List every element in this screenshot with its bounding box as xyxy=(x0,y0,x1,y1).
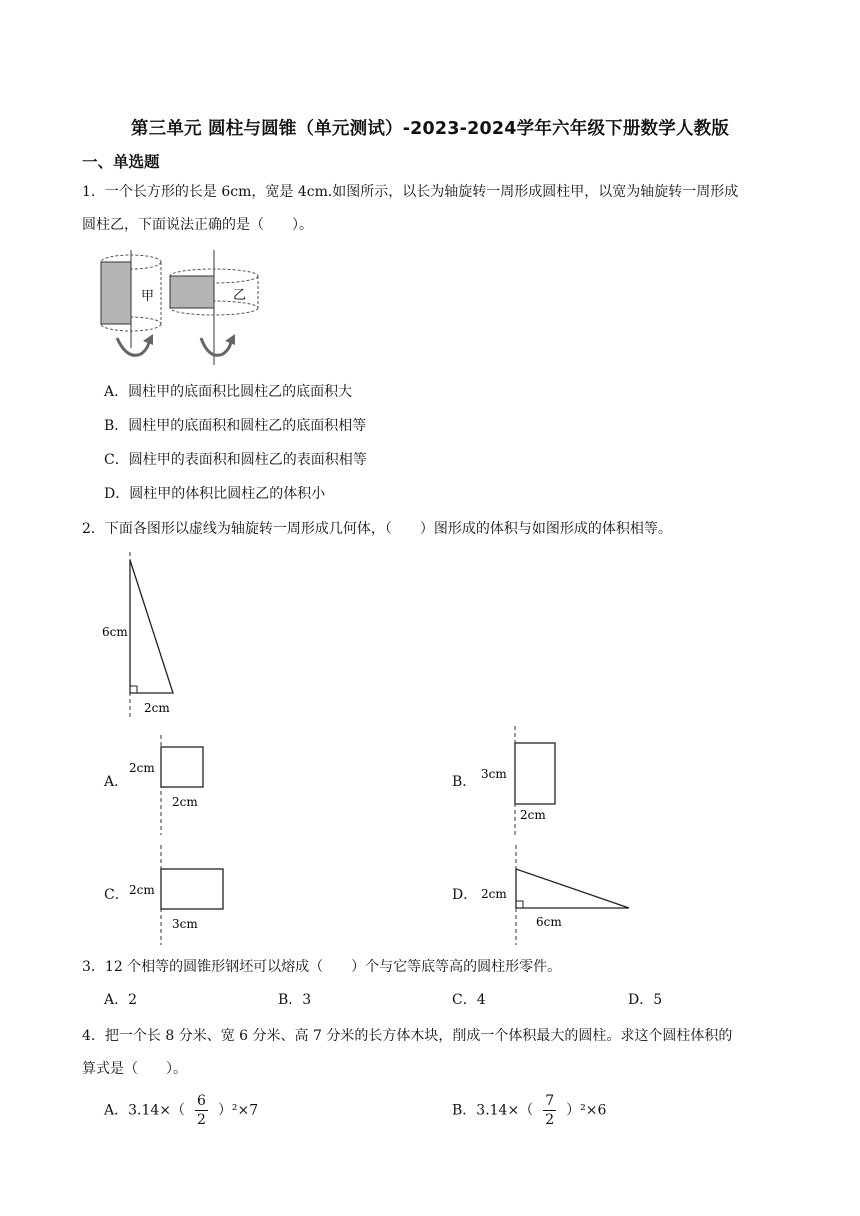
square-shape xyxy=(161,747,203,787)
rectangle-a xyxy=(101,262,131,324)
q3-option-d[interactable]: D．5 xyxy=(628,992,663,1008)
fraction-denominator: 2 xyxy=(197,1112,206,1128)
question-1-line2: 圆柱乙，下面说法正确的是（ ）。 xyxy=(82,217,313,233)
q4-option-b-fraction xyxy=(543,1092,556,1129)
fraction-denominator: 2 xyxy=(545,1112,555,1128)
question-1-line1: 1．一个长方形的长是 6cm，宽是 4cm.如图所示，以长为轴旋转一周形成圆柱甲，以宽为轴旋转一周形成 xyxy=(82,184,739,200)
section-heading: 一、单选题 xyxy=(82,153,160,171)
triangle-base-label: 2cm xyxy=(144,701,170,715)
option-b-bottom-label: 2cm xyxy=(520,808,546,822)
q4-option-a-fraction xyxy=(195,1092,208,1129)
q2-option-c-label[interactable]: C． xyxy=(104,887,129,903)
label-yi: 乙 xyxy=(233,288,247,303)
option-a-left-label: 2cm xyxy=(129,761,155,775)
q1-option-a[interactable]: A．圆柱甲的底面积比圆柱乙的底面积大 xyxy=(104,384,353,400)
question-3 xyxy=(82,951,812,984)
q4-option-a-prefix: A．3.14×（ xyxy=(104,1102,186,1119)
question-1 xyxy=(82,176,812,242)
option-d-left-label: 2cm xyxy=(481,887,507,901)
q2-option-a-figure[interactable] xyxy=(128,735,218,835)
page-title: 第三单元 圆柱与圆锥（单元测试）-2023-2024学年六年级下册数学人教版 xyxy=(130,119,730,139)
label-jia: 甲 xyxy=(141,289,155,304)
option-a-bottom-label: 2cm xyxy=(172,795,198,809)
wide-rectangle-shape xyxy=(161,869,223,909)
question-4-line2: 算式是（ ）。 xyxy=(82,1061,187,1077)
option-c-left-label: 2cm xyxy=(129,883,155,897)
fraction-numerator: 6 xyxy=(197,1093,206,1109)
question-4-line1: 4．把一个长 8 分米、宽 6 分米、高 7 分米的长方体木块，削成一个体积最大的圆柱。求这个圆柱体积的 xyxy=(82,1028,733,1044)
q4-option-b[interactable] xyxy=(452,1092,606,1129)
fraction-numerator: 7 xyxy=(545,1093,555,1109)
q4-option-a-suffix: ）²×7 xyxy=(217,1102,259,1119)
question-3-line1: 3．12 个相等的圆锥形钢坯可以熔成（ ）个与它等底等高的圆柱形零件。 xyxy=(82,959,562,975)
question-4 xyxy=(82,1020,812,1086)
question-2 xyxy=(82,513,812,546)
cylinder-rotation-figure xyxy=(97,248,262,365)
q3-option-b[interactable]: B．3 xyxy=(278,992,312,1008)
question-2-line1: 2．下面各图形以虚线为轴旋转一周形成几何体，（ ）图形成的体积与如图形成的体积相等。 xyxy=(82,521,672,537)
option-c-bottom-label: 3cm xyxy=(172,917,198,931)
q2-option-c-figure[interactable] xyxy=(128,845,228,945)
option-b-left-label: 3cm xyxy=(481,767,507,781)
right-triangle xyxy=(130,560,173,693)
q1-option-d[interactable]: D．圆柱甲的体积比圆柱乙的体积小 xyxy=(104,486,326,502)
q2-option-d-figure[interactable] xyxy=(480,845,635,945)
q1-option-b[interactable]: B．圆柱甲的底面积和圆柱乙的底面积相等 xyxy=(104,418,367,434)
q2-option-a-label[interactable]: A． xyxy=(104,774,129,790)
q1-option-c[interactable]: C．圆柱甲的表面积和圆柱乙的表面积相等 xyxy=(104,452,367,468)
rectangle-b xyxy=(170,276,214,308)
q2-option-d-label[interactable]: D． xyxy=(452,887,478,903)
q4-option-a[interactable] xyxy=(104,1092,258,1129)
flat-triangle-shape xyxy=(516,869,629,908)
option-d-bottom-label: 6cm xyxy=(536,915,562,929)
q2-option-b-label[interactable]: B． xyxy=(452,774,477,790)
triangle-reference-figure xyxy=(98,550,188,720)
rectangle-shape xyxy=(515,743,555,804)
q3-option-c[interactable]: C．4 xyxy=(452,992,486,1008)
q4-option-b-prefix: B．3.14×（ xyxy=(452,1102,534,1119)
q4-option-b-suffix: ）²×6 xyxy=(566,1102,607,1119)
q3-option-a[interactable]: A．2 xyxy=(104,992,138,1008)
q2-option-b-figure[interactable] xyxy=(480,726,570,836)
triangle-side-label: 6cm xyxy=(102,625,128,639)
